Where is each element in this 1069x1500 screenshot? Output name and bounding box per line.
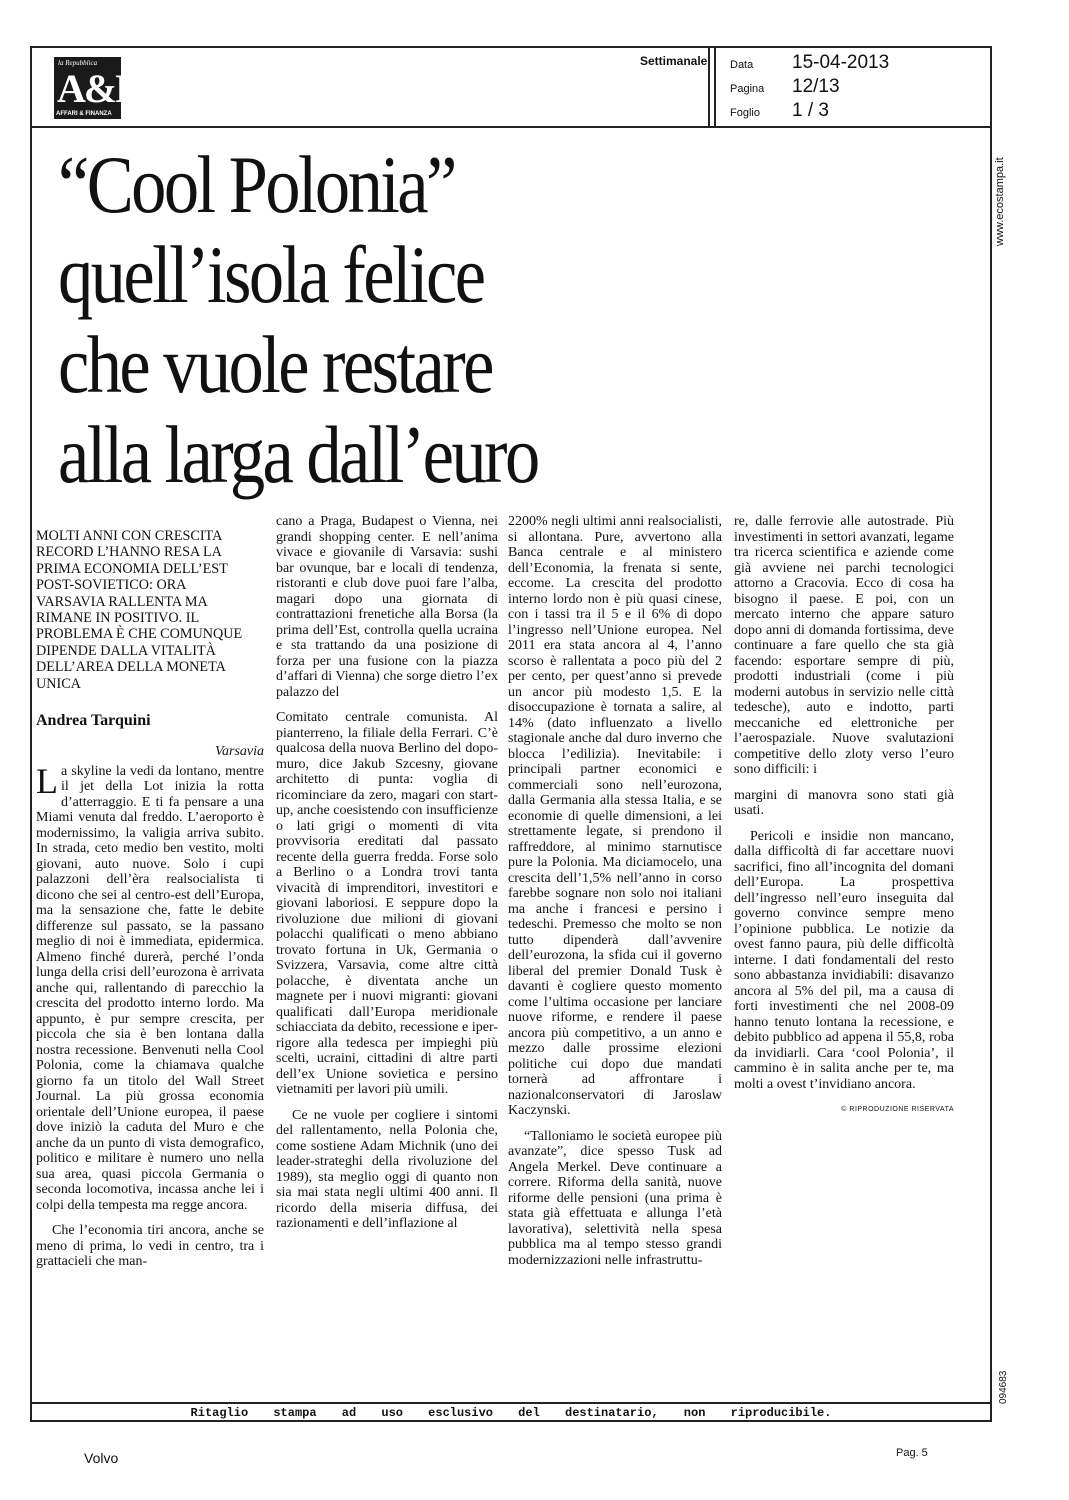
copyright-note: © RIPRODUZIONE RISERVATA [841, 1106, 954, 1113]
column-3 [508, 514, 722, 1398]
paragraph: Ce ne vuole per cogliere i sintomi del rallentamento, nella Polonia che, come sostiene Adam Michnik (uno dei leader-strateghi della rivoluzione del 1989), sta meglio oggi di quanto non sia mai stata negli ultimi 400 anni. Il ricordo della miseria diffusa, dei razionamenti e dell’inflazione al [276, 1107, 498, 1231]
kicker: MOLTI ANNI CON CRESCITA RECORD L’HANNO RESA LA PRIMA ECONOMIA DELL’EST POST-SOVIETICO: ORA VARSAVIA RALLENTA MA RIMANE IN POSITIVO. IL PROBLEMA È CHE COMUNQUE DIPENDE DALLA VITALITÀ DELL’AREA DELLA MONETA UNICA [36, 528, 243, 692]
logo-top-text: la Repubblica [58, 59, 98, 67]
author: Andrea Tarquini [36, 712, 151, 729]
headline-line: che vuole restare [58, 319, 492, 410]
header-divider [708, 46, 710, 126]
paragraph: cano a Praga, Budapest o Vienna, nei grandi shopping center. E nell’anima vivace e giovanile di Varsavia: sushi bar ovunque, bar e locali di tendenza, ristoranti e club dove puoi fare l’alba, magari dopo una giornata di contrattazioni frenetiche alla Borsa (la prima dell’Est, controlla quella ucraina e sta trattando da una posizione di forza per una fusione con la piazza d’affari di Vienna) che sorge dietro l’ex palazzo del [276, 514, 498, 700]
column-4 [734, 514, 954, 1398]
header-divider [714, 46, 716, 126]
paragraph: Che l’economia tiri ancora, anche se meno di prima, lo vedi in centro, tra i grattacieli che man- [36, 1223, 264, 1269]
meta-sheet: Foglio 1 / 3 [730, 100, 829, 121]
paragraph: Pericoli e insidie non mancano, dalla difficoltà di far accettare nuovi sacrifici, fino all’incognita del domani dell’Europa. La prospettiva dell’ingresso nell’euro inseguita dal governo convince sempre meno l’opinione pubblica. Le notizie da ovest fanno paura, più delle difficoltà interne. I dati fondamentali del resto sono abbastanza invidiabili: disavanzo ancora al 5% del pil, ma a causa di forti investimenti che nel 2008-09 hanno tenuto lontana la recessione, e debito pubblico ad appena il 55,8, roba da invidiarli. Cara ‘cool Polonia’, il cammino è in salita anche per te, ma molti a ovest t’invidiano ancora. [734, 828, 954, 1092]
column-1 [36, 744, 264, 1398]
newspaper-logo [54, 57, 138, 119]
meta-date: Data 15-04-2013 [730, 52, 890, 73]
frequency-label: Settimanale [640, 54, 708, 68]
footer-client: Volvo [84, 1450, 119, 1466]
logo-main-text: A&F [57, 66, 138, 111]
paragraph: Comitato centrale comunista. Al pianterreno, la filiale della Ferrari. C’è qualcosa della nuova Berlino del dopo-muro, dice Jakub Szcesny, giovane architetto di punta: voglia di ricominciare da zero, magari con start-up, anche coesistendo con insufficienze o lati grigi o momenti di vita provvisoria ereditati dal passato recente della guerra fredda. Forse solo a Berlino o a Londra trovi tanta vivacità di imprenditori, investitori e giovani laboriosi. E seppure dopo la rivoluzione due milioni di giovani polacchi qualificati o meno abbiano trovato fortuna in Uk, Germania o Svizzera, Varsavia, come altre città polacche, è diventata anche un magnete per i nuovi migranti: giovani qualificati dall’Europa meridionale schiacciata da debito, recessione e iper-rigore alla tedesca per impieghi più scelti, ucraini, cittadini di altre parti dell’ex Unione sovietica e persino vietnamiti per lavori più umili. [276, 710, 498, 1097]
headline-line: alla larga dall’euro [58, 409, 538, 500]
paragraph: 2200% negli ultimi anni realsocialisti, si allontana. Pure, avvertono alla Banca centrale e al ministero dell’Economia, la frenata si sente, eccome. La crescita del prodotto interno lordo non è più quasi cinese, con i tassi tra il 5 e il 6% di dopo l’ingresso nell’Unione europea. Nel 2011 era stata ancora al 4, l’anno scorso è rallentata a poco più del 2 per cento, per quest’anno si prevede un ancor più modesto 1,5. E la disoccupazione è tornata a salire, al 14% (dato influenzato a livello stagionale anche dal duro inverno che blocca l’edilizia). Inevitabile: i principali partner economici e commerciali sono nell’eurozona, dalla Germania alla stessa Italia, e se economie di quelle dimensioni, a lei strettamente legate, si prendono il raffreddore, al minimo starnutisce pure la Polonia. Ma diciamocelo, una crescita dell’1,5% nell’anno in corso farebbe sognare non solo noi italiani ma anche i francesi e persino i tedeschi. Premesso che molto se non tutto dipenderà dall’avvenire dell’eurozona, la sfida cui il governo liberal del premier Donald Tusk è davanti è cogliere questo momento come l’ultima occasione per lanciare nuove riforme, e rendere il paese ancora più competitivo, a un anno e mezzo dalle prossime elezioni politiche cui dopo due mandati tornerà ad affrontare i nazionalconservatori di Jaroslaw Kaczynski. [508, 514, 722, 1118]
dateline: Varsavia [215, 744, 264, 759]
header-rule [30, 126, 992, 128]
drop-cap: L [36, 760, 58, 801]
paragraph: La skyline la vedi da lontano, mentre il jet della Lot inizia la rotta d’atterraggio. E ti fa pensare a una Miami venuta dal freddo. L’aeroporto è modernissimo, la valigia arriva subito. In strada, ceto medio ben vestito, molti giovani, auto nuove. Solo i cupi palazzoni dell’èra realsocialista ti dicono che sei al centro-est dell’Europa, ma la sensazione che, fatte le debite differenze sul passato, se la passano meglio di noi è immediata, epidermica. Almeno finché durerà, perché l’onda lunga della crisi dell’eurozona è arrivata anche qui, rallentando di parecchio la crescita del prodotto interno lordo. Ma appunto, è pur sempre crescita, per piccola che sia è ben lontana dalla nostra recessione. Benvenuti nella Cool Polonia, come la chiamava qualche giorno fa un titolo del Wall Street Journal. La più grossa economia orientale dell’Unione europea, il paese dove iniziò la caduta del Muro e che anche da un punto di vista demografico, politico e militare è numero uno nella sua area, quasi piccola Germania o seconda locomotiva, incassa anche lei i colpi della tempesta ma regge ancora. [36, 760, 264, 1213]
headline-line: quell’isola felice [58, 229, 484, 320]
bottom-rule [30, 1402, 992, 1404]
meta-page: Pagina 12/13 [730, 76, 840, 97]
side-code: 094683 [998, 1370, 1009, 1404]
headline-line: “Cool Polonia” [58, 139, 455, 230]
paragraph: “Talloniamo le società europee più avanzate”, dice spesso Tusk ad Angela Merkel. Deve continuare a correre. Riforma della sanità, nuove riforme delle pensioni (una prima è stata già effettuata e allunga l’età lavorativa), selettività nella spesa pubblica ma al tempo stesso grandi modernizzazioni nelle infrastruttu- [508, 1128, 722, 1268]
footer-page-number: Pag. 5 [896, 1447, 928, 1459]
column-2 [276, 514, 498, 1398]
paragraph: margini di manovra sono stati già usati. [734, 787, 954, 818]
paragraph: re, dalle ferrovie alle autostrade. Più investimenti in settori avanzati, legame tra ricerca scientifica e aziende come già avviene nei parchi tecnologici attorno a Cracovia. Ecco di cosa ha bisogno il paese. E poi, con un mercato interno che appare saturo dopo anni di domanda fortissima, deve continuare a fare quello che sta già facendo: esportare sempre di più, prodotti industriali (come i più moderni autobus in servizio nelle città tedesche), auto e indotto, parti meccaniche ed elettroniche per l’aerospaziale. Nuove svalutazioni competitive dello zloty verso l’euro sono difficili: i [734, 514, 954, 777]
headline [58, 140, 660, 500]
logo-bottom-text: AFFARI & FINANZA [56, 111, 112, 117]
side-url: www.ecostampa.it [994, 157, 1006, 246]
clipping-disclaimer: Ritaglio stampa ad uso esclusivo del destinatario, non riproducibile. [190, 1406, 832, 1420]
